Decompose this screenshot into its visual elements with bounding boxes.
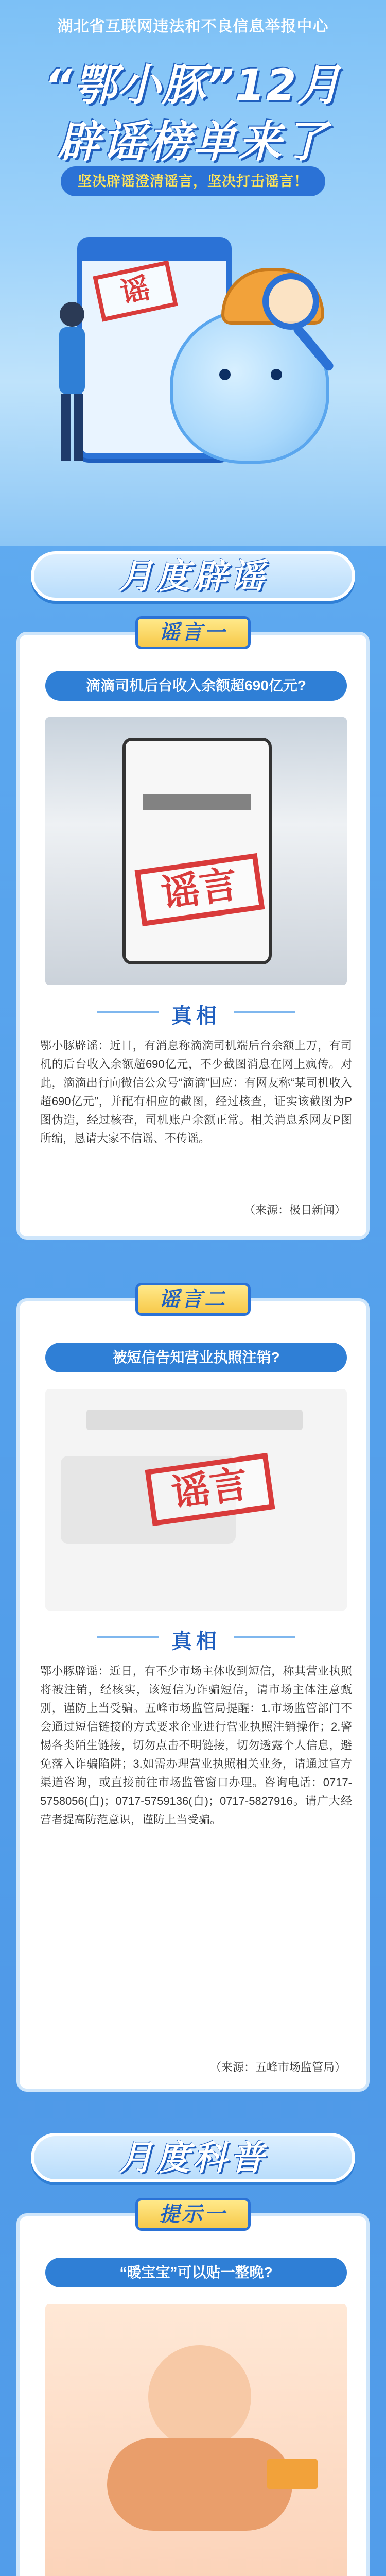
rumor-stamp: 谣言 bbox=[145, 1453, 275, 1526]
tip-card-1 bbox=[16, 2213, 370, 2576]
source-note: （来源：极目新闻） bbox=[243, 1204, 346, 1216]
header bbox=[0, 0, 386, 546]
rumor-card-2 bbox=[16, 1298, 370, 2092]
screenshot-photo bbox=[45, 717, 347, 985]
magnifier-icon bbox=[262, 273, 319, 330]
sms-screenshot bbox=[45, 1389, 347, 1611]
hero-title-line1: “鄂小豚”12月 bbox=[44, 60, 342, 110]
tagline: 坚决辟谣澄清谣言，坚决打击谣言！ bbox=[61, 166, 325, 196]
hero-illustration bbox=[0, 206, 386, 536]
rumor-stamp: 谣言 bbox=[135, 853, 265, 926]
header-org: 湖北省互联网违法和不良信息举报中心 bbox=[57, 18, 329, 36]
question-pill: 被短信告知营业执照注销? bbox=[45, 1343, 347, 1372]
truth-title: 真相 bbox=[171, 1005, 221, 1027]
source-note: （来源：五峰市场监管局） bbox=[209, 2061, 346, 2074]
hero-title-line2: 辟谣榜单来了 bbox=[57, 117, 329, 166]
person-illustration bbox=[49, 299, 95, 464]
card-label-tip1: 提示一 bbox=[135, 2198, 251, 2231]
card-label-rumor1: 谣言一 bbox=[135, 616, 251, 649]
card-label-rumor2: 谣言二 bbox=[135, 1283, 251, 1316]
section-banner-science: 月度科普 bbox=[31, 2133, 355, 2182]
rumor-card-1 bbox=[16, 632, 370, 1240]
truth-body: 鄂小豚辟谣：近日，有不少市场主体收到短信，称其营业执照将被注销，经核实，该短信为诈骗短信，请市场主体注意甄别，谨防上当受骗。五峰市场监管局提醒：1.市场监管部门不会通过短信链接的方式要求企业进行营业执照注销操作；2.警惕各类陌生链接，切勿点击不明链接，切勿透露个人信息，避免落入诈骗陷阱；3.如需办理营业执照相关业务，请通过官方渠道咨询，或直接前往市场监管窗口办理。咨询电话：0717-5758056(白)；0717-5759136(白)；0717-5827916。请广大经营者提高防范意识，谨防上当受骗。 bbox=[40, 1665, 352, 1826]
question-pill: “暖宝宝”可以贴一整晚? bbox=[45, 2258, 347, 2287]
section-banner-rumor: 月度辟谣 bbox=[31, 551, 355, 601]
truth-body: 鄂小豚辟谣：近日，有消息称滴滴司机端后台余额上万，有司机的后台收入余额超690亿元，不少截图消息在网上疯传。对此，滴滴出行向微信公众号“滴滴”回应：有网友称“某司机收入超690亿元”，并配有相应的截图，经过核查，证实该截图为P图伪造，经过核查，司机账户余额正常。相关消息系网友P图所编，恳请大家不信谣、不传谣。 bbox=[40, 1039, 352, 1145]
warm-patch-illustration bbox=[45, 2304, 347, 2576]
truth-title: 真相 bbox=[171, 1630, 221, 1653]
question-pill: 滴滴司机后台收入余额超690亿元? bbox=[45, 671, 347, 701]
rumor-stamp-illustration: 谣 bbox=[93, 260, 178, 321]
